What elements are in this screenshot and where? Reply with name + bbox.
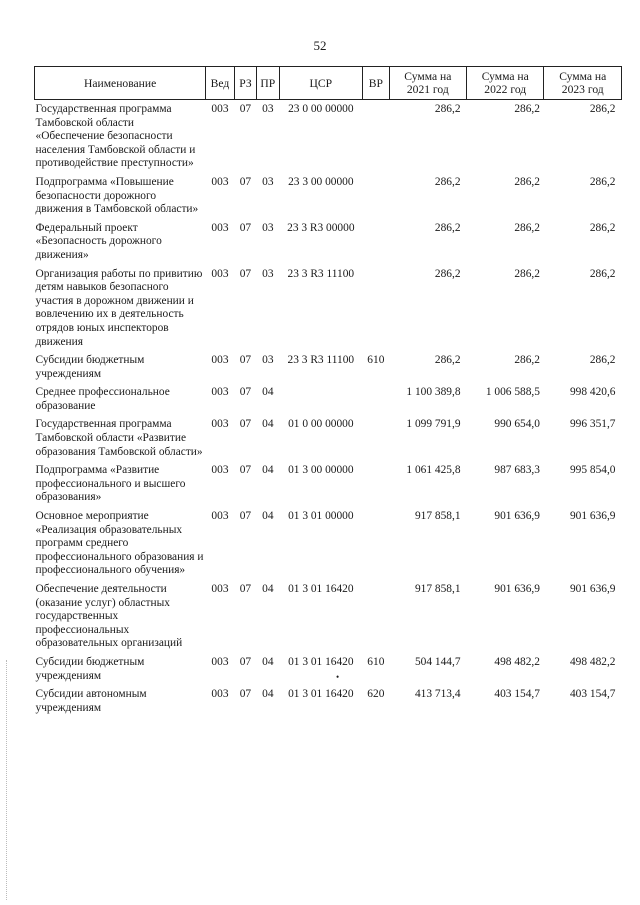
row-name: Субсидии автономным учреждениям <box>35 688 147 714</box>
row-sum-2021: 504 144,7 <box>414 655 461 668</box>
table-row <box>35 383 622 415</box>
row-sum-2022: 403 154,7 <box>494 688 540 701</box>
header-sum-2022: Сумма на 2022 год <box>467 67 544 100</box>
row-pr: 04 <box>262 510 274 523</box>
table-row <box>35 461 622 507</box>
row-ved: 003 <box>211 510 229 523</box>
row-sum-2023: 995 854,0 <box>569 464 616 477</box>
row-sum-2023: 901 636,9 <box>569 583 616 595</box>
row-pr: 04 <box>262 464 274 477</box>
row-sum-2021: 413 713,4 <box>414 688 461 701</box>
row-csr: 23 0 00 00000 <box>288 103 354 115</box>
row-sum-2022: 901 636,9 <box>494 510 540 523</box>
row-vr <box>363 383 389 415</box>
row-pr: 03 <box>262 267 274 280</box>
row-ved: 003 <box>211 583 229 595</box>
row-pr: 03 <box>262 103 274 115</box>
row-name: Федеральный проект «Безопасность дорожного движения» <box>35 221 162 261</box>
row-vr <box>363 507 389 580</box>
header-csr: ЦСР <box>279 67 363 100</box>
row-rz: 07 <box>239 688 252 701</box>
row-rz: 07 <box>239 221 252 234</box>
page-number: 52 <box>313 38 327 53</box>
row-sum-2021: 917 858,1 <box>414 510 461 523</box>
row-sum-2023: 998 420,6 <box>569 386 616 399</box>
row-vr <box>363 219 389 265</box>
row-sum-2022: 990 654,0 <box>494 418 540 431</box>
row-rz: 07 <box>239 510 252 523</box>
row-pr: 03 <box>262 175 274 188</box>
row-sum-2023: 286,2 <box>589 103 616 115</box>
row-pr: 03 <box>262 221 274 234</box>
row-sum-2023: 286,2 <box>589 354 616 367</box>
row-name: Подпрограмма «Повышение безопасности дорожного движения в Тамбовской области» <box>35 175 199 216</box>
row-vr: 620 <box>367 688 385 701</box>
row-csr: 01 3 01 16420 <box>288 583 354 595</box>
row-rz: 07 <box>239 583 252 595</box>
row-sum-2022: 901 636,9 <box>494 583 540 595</box>
header-ved: Вед <box>206 67 235 100</box>
row-sum-2021: 917 858,1 <box>414 583 461 595</box>
header-sum-2023: Сумма на 2023 год <box>544 67 622 100</box>
row-name: Подпрограмма «Развитие профессионального и высшего образования» <box>35 464 186 504</box>
row-sum-2022: 987 683,3 <box>494 464 540 477</box>
row-vr <box>363 173 389 219</box>
row-sum-2022: 1 006 588,5 <box>485 386 540 399</box>
row-sum-2022: 286,2 <box>514 221 540 234</box>
row-ved: 003 <box>211 103 229 115</box>
row-ved: 003 <box>211 354 229 367</box>
row-vr <box>363 580 389 653</box>
row-csr: 01 3 01 16420 <box>288 688 354 701</box>
row-vr <box>363 461 389 507</box>
row-ved: 003 <box>211 688 229 701</box>
header-pr: ПР <box>257 67 279 100</box>
table-row <box>35 580 622 653</box>
header-vr: ВР <box>363 67 389 100</box>
table-row <box>35 685 622 717</box>
row-sum-2023: 901 636,9 <box>569 510 616 523</box>
row-csr: 23 3 R3 11100 <box>287 354 355 367</box>
row-rz: 07 <box>239 103 252 115</box>
row-sum-2023: 996 351,7 <box>569 418 616 431</box>
table-row <box>35 653 622 685</box>
row-rz: 07 <box>239 175 252 188</box>
row-pr: 03 <box>262 354 274 367</box>
row-csr <box>279 383 363 415</box>
row-sum-2022: 286,2 <box>514 103 540 115</box>
header-rz: РЗ <box>234 67 256 100</box>
row-sum-2022: 498 482,2 <box>494 655 540 668</box>
row-ved: 003 <box>211 386 229 399</box>
row-sum-2022: 286,2 <box>514 175 540 188</box>
table-header-row <box>35 67 622 100</box>
row-name: Организация работы по привитию детям навыков безопасного участия в дорожном движении и вовлечению их в деятельность отрядов юных инспекторов движения <box>35 267 203 348</box>
row-name: Государственная программа Тамбовской области «Развитие образования Тамбовской области» <box>35 418 203 458</box>
row-sum-2023: 403 154,7 <box>569 688 616 701</box>
row-name: Государственная программа Тамбовской области «Обеспечение безопасности населения Тамбовской области и противодействие преступности» <box>35 103 196 170</box>
row-ved: 003 <box>211 418 229 431</box>
table-row <box>35 219 622 265</box>
scan-artifact-mark: • <box>336 672 340 682</box>
row-csr: 01 3 01 00000 <box>288 510 354 523</box>
row-sum-2022: 286,2 <box>514 354 540 367</box>
row-sum-2021: 286,2 <box>434 221 461 234</box>
table-row <box>35 173 622 219</box>
row-csr: 01 0 00 00000 <box>288 418 354 431</box>
row-sum-2021: 286,2 <box>434 267 461 280</box>
row-sum-2021: 286,2 <box>434 354 461 367</box>
row-sum-2023: 286,2 <box>589 267 616 280</box>
row-ved: 003 <box>211 464 229 477</box>
row-name: Субсидии бюджетным учреждениям <box>35 354 145 380</box>
row-rz: 07 <box>239 386 252 399</box>
row-name: Основное мероприятие «Реализация образовательных программ среднего профессионального образования и профессионального обучения» <box>35 510 204 577</box>
row-name: Субсидии бюджетным учреждениям <box>35 655 145 682</box>
table-row <box>35 100 622 173</box>
header-sum-2021: Сумма на 2021 год <box>389 67 466 100</box>
row-vr <box>363 415 389 461</box>
row-pr: 04 <box>262 583 274 595</box>
table-row <box>35 265 622 352</box>
row-vr: 610 <box>367 354 385 367</box>
row-vr: 610 <box>367 655 385 668</box>
row-ved: 003 <box>211 267 229 280</box>
row-sum-2021: 286,2 <box>434 175 461 188</box>
row-vr <box>363 100 389 173</box>
row-pr: 04 <box>262 418 274 431</box>
row-ved: 003 <box>211 221 229 234</box>
budget-table <box>34 66 622 717</box>
row-csr: 01 3 00 00000 <box>288 464 354 477</box>
table-row <box>35 507 622 580</box>
row-rz: 07 <box>239 655 252 668</box>
row-rz: 07 <box>239 267 252 280</box>
row-pr: 04 <box>262 688 274 701</box>
row-csr: 23 3 R3 11100 <box>287 267 355 280</box>
table-row <box>35 351 622 383</box>
row-sum-2023: 286,2 <box>589 221 616 234</box>
scan-edge-marks <box>6 660 9 900</box>
row-sum-2021: 1 099 791,9 <box>406 418 461 431</box>
row-sum-2022: 286,2 <box>514 267 540 280</box>
row-sum-2021: 1 061 425,8 <box>406 464 461 477</box>
row-name: Среднее профессиональное образование <box>35 386 170 412</box>
header-name: Наименование <box>35 67 206 100</box>
row-sum-2021: 1 100 389,8 <box>406 386 461 399</box>
row-vr <box>363 265 389 352</box>
row-name: Обеспечение деятельности (оказание услуг) областных государственных профессиональных образовательных организаций <box>35 583 183 650</box>
row-rz: 07 <box>239 464 252 477</box>
row-csr: 01 3 01 16420 <box>288 655 354 668</box>
table-row <box>35 415 622 461</box>
row-ved: 003 <box>211 175 229 188</box>
row-sum-2023: 498 482,2 <box>569 655 616 668</box>
row-pr: 04 <box>262 655 274 668</box>
row-sum-2023: 286,2 <box>589 175 616 188</box>
row-csr: 23 3 R3 00000 <box>287 221 355 234</box>
row-sum-2021: 286,2 <box>434 103 461 115</box>
row-pr: 04 <box>262 386 274 399</box>
row-rz: 07 <box>239 354 252 367</box>
row-ved: 003 <box>211 655 229 668</box>
row-rz: 07 <box>239 418 252 431</box>
row-csr: 23 3 00 00000 <box>288 175 354 188</box>
